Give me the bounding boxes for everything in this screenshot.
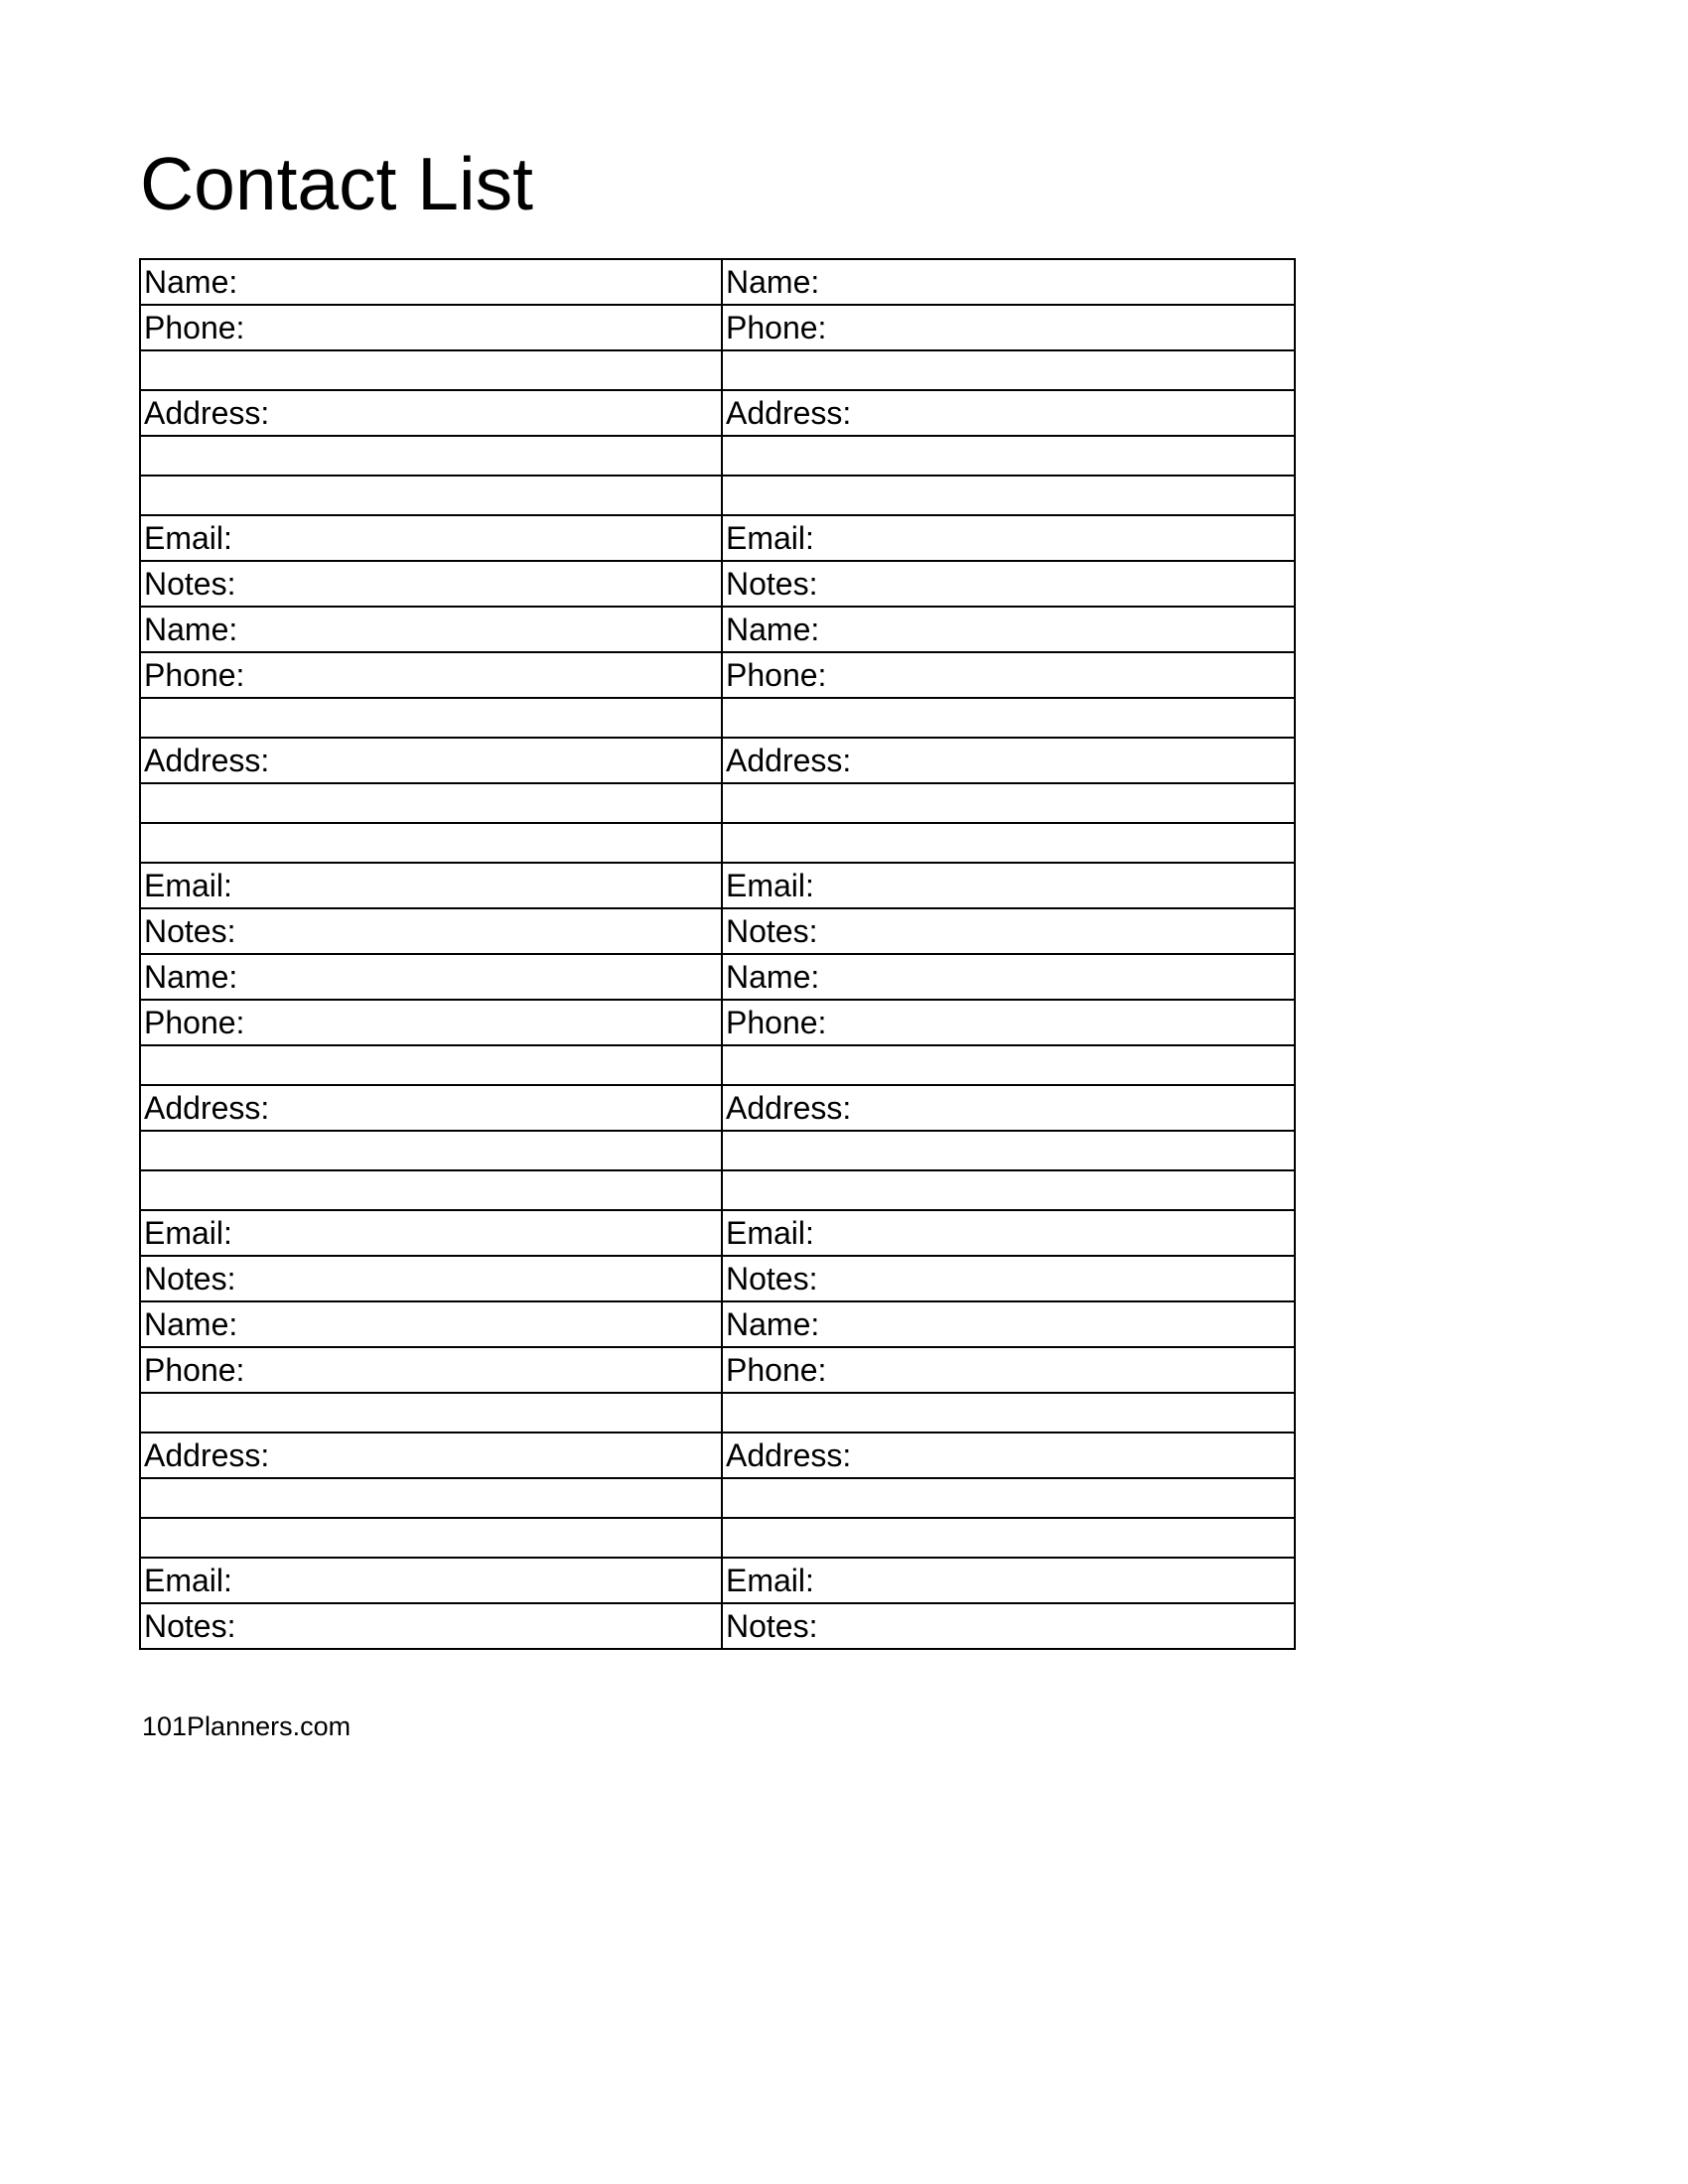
field-phone-cell[interactable]: Phone: [140, 652, 722, 698]
field-address-cell[interactable]: Address: [140, 390, 722, 436]
blank-line-cell[interactable] [140, 1393, 722, 1433]
field-notes-cell[interactable]: Notes: [722, 1603, 1295, 1649]
field-address-cell[interactable]: Address: [722, 390, 1295, 436]
contact-row [140, 515, 1295, 561]
field-address-cell[interactable]: Address: [140, 738, 722, 783]
field-name-cell[interactable]: Name: [722, 607, 1295, 652]
field-email-cell[interactable]: Email: [140, 1558, 722, 1603]
contact-row [140, 698, 1295, 738]
blank-line-cell[interactable] [140, 1045, 722, 1085]
contact-row [140, 1131, 1295, 1170]
contact-row [140, 1558, 1295, 1603]
field-phone-cell[interactable]: Phone: [722, 305, 1295, 350]
field-address-cell[interactable]: Address: [722, 1085, 1295, 1131]
contact-row [140, 1433, 1295, 1478]
contact-row [140, 1518, 1295, 1558]
field-name-cell[interactable]: Name: [722, 954, 1295, 1000]
contact-row [140, 1301, 1295, 1347]
contact-row [140, 607, 1295, 652]
field-phone-cell[interactable]: Phone: [722, 1000, 1295, 1045]
contact-row [140, 783, 1295, 823]
field-email-cell[interactable]: Email: [722, 1558, 1295, 1603]
field-name-cell[interactable]: Name: [140, 954, 722, 1000]
field-email-cell[interactable]: Email: [140, 515, 722, 561]
blank-line-cell[interactable] [722, 1393, 1295, 1433]
field-email-cell[interactable]: Email: [722, 863, 1295, 908]
page-title: Contact List [140, 142, 534, 225]
blank-line-cell[interactable] [140, 1170, 722, 1210]
field-address-cell[interactable]: Address: [140, 1085, 722, 1131]
blank-line-cell[interactable] [722, 1170, 1295, 1210]
contact-row [140, 1393, 1295, 1433]
field-email-cell[interactable]: Email: [722, 515, 1295, 561]
contact-row [140, 561, 1295, 607]
field-phone-cell[interactable]: Phone: [140, 1000, 722, 1045]
blank-line-cell[interactable] [722, 436, 1295, 476]
blank-line-cell[interactable] [140, 698, 722, 738]
field-notes-cell[interactable]: Notes: [140, 1603, 722, 1649]
contact-table-body [140, 259, 1295, 1649]
contact-row [140, 908, 1295, 954]
field-phone-cell[interactable]: Phone: [140, 1347, 722, 1393]
blank-line-cell[interactable] [140, 1131, 722, 1170]
blank-line-cell[interactable] [140, 436, 722, 476]
field-phone-cell[interactable]: Phone: [140, 305, 722, 350]
contact-row [140, 1085, 1295, 1131]
footer-brand: 101Planners.com [142, 1711, 352, 1741]
blank-line-cell[interactable] [140, 476, 722, 515]
field-phone-cell[interactable]: Phone: [722, 1347, 1295, 1393]
field-notes-cell[interactable]: Notes: [140, 908, 722, 954]
field-notes-cell[interactable]: Notes: [722, 908, 1295, 954]
field-email-cell[interactable]: Email: [140, 863, 722, 908]
blank-line-cell[interactable] [722, 1045, 1295, 1085]
field-address-cell[interactable]: Address: [722, 738, 1295, 783]
contact-row [140, 436, 1295, 476]
contact-row [140, 1045, 1295, 1085]
contact-row [140, 1603, 1295, 1649]
contact-row [140, 1210, 1295, 1256]
field-name-cell[interactable]: Name: [722, 259, 1295, 305]
contact-row [140, 1347, 1295, 1393]
blank-line-cell[interactable] [722, 1478, 1295, 1518]
field-notes-cell[interactable]: Notes: [722, 1256, 1295, 1301]
blank-line-cell[interactable] [140, 823, 722, 863]
contact-table [139, 258, 1296, 1650]
field-name-cell[interactable]: Name: [140, 259, 722, 305]
contact-row [140, 1256, 1295, 1301]
field-email-cell[interactable]: Email: [140, 1210, 722, 1256]
blank-line-cell[interactable] [140, 1478, 722, 1518]
blank-line-cell[interactable] [140, 783, 722, 823]
field-name-cell[interactable]: Name: [722, 1301, 1295, 1347]
contact-row [140, 476, 1295, 515]
blank-line-cell[interactable] [722, 1131, 1295, 1170]
contact-row [140, 390, 1295, 436]
contact-row [140, 259, 1295, 305]
contact-row [140, 1170, 1295, 1210]
contact-row [140, 863, 1295, 908]
field-name-cell[interactable]: Name: [140, 1301, 722, 1347]
contact-row [140, 652, 1295, 698]
field-notes-cell[interactable]: Notes: [140, 561, 722, 607]
field-name-cell[interactable]: Name: [140, 607, 722, 652]
blank-line-cell[interactable] [722, 783, 1295, 823]
field-notes-cell[interactable]: Notes: [722, 561, 1295, 607]
blank-line-cell[interactable] [140, 350, 722, 390]
field-address-cell[interactable]: Address: [140, 1433, 722, 1478]
field-address-cell[interactable]: Address: [722, 1433, 1295, 1478]
field-email-cell[interactable]: Email: [722, 1210, 1295, 1256]
blank-line-cell[interactable] [722, 350, 1295, 390]
blank-line-cell[interactable] [722, 476, 1295, 515]
blank-line-cell[interactable] [140, 1518, 722, 1558]
contact-row [140, 738, 1295, 783]
contact-row [140, 954, 1295, 1000]
blank-line-cell[interactable] [722, 698, 1295, 738]
contact-row [140, 1478, 1295, 1518]
field-phone-cell[interactable]: Phone: [722, 652, 1295, 698]
field-notes-cell[interactable]: Notes: [140, 1256, 722, 1301]
contact-row [140, 823, 1295, 863]
contact-row [140, 350, 1295, 390]
contact-row [140, 305, 1295, 350]
blank-line-cell[interactable] [722, 823, 1295, 863]
blank-line-cell[interactable] [722, 1518, 1295, 1558]
contact-row [140, 1000, 1295, 1045]
